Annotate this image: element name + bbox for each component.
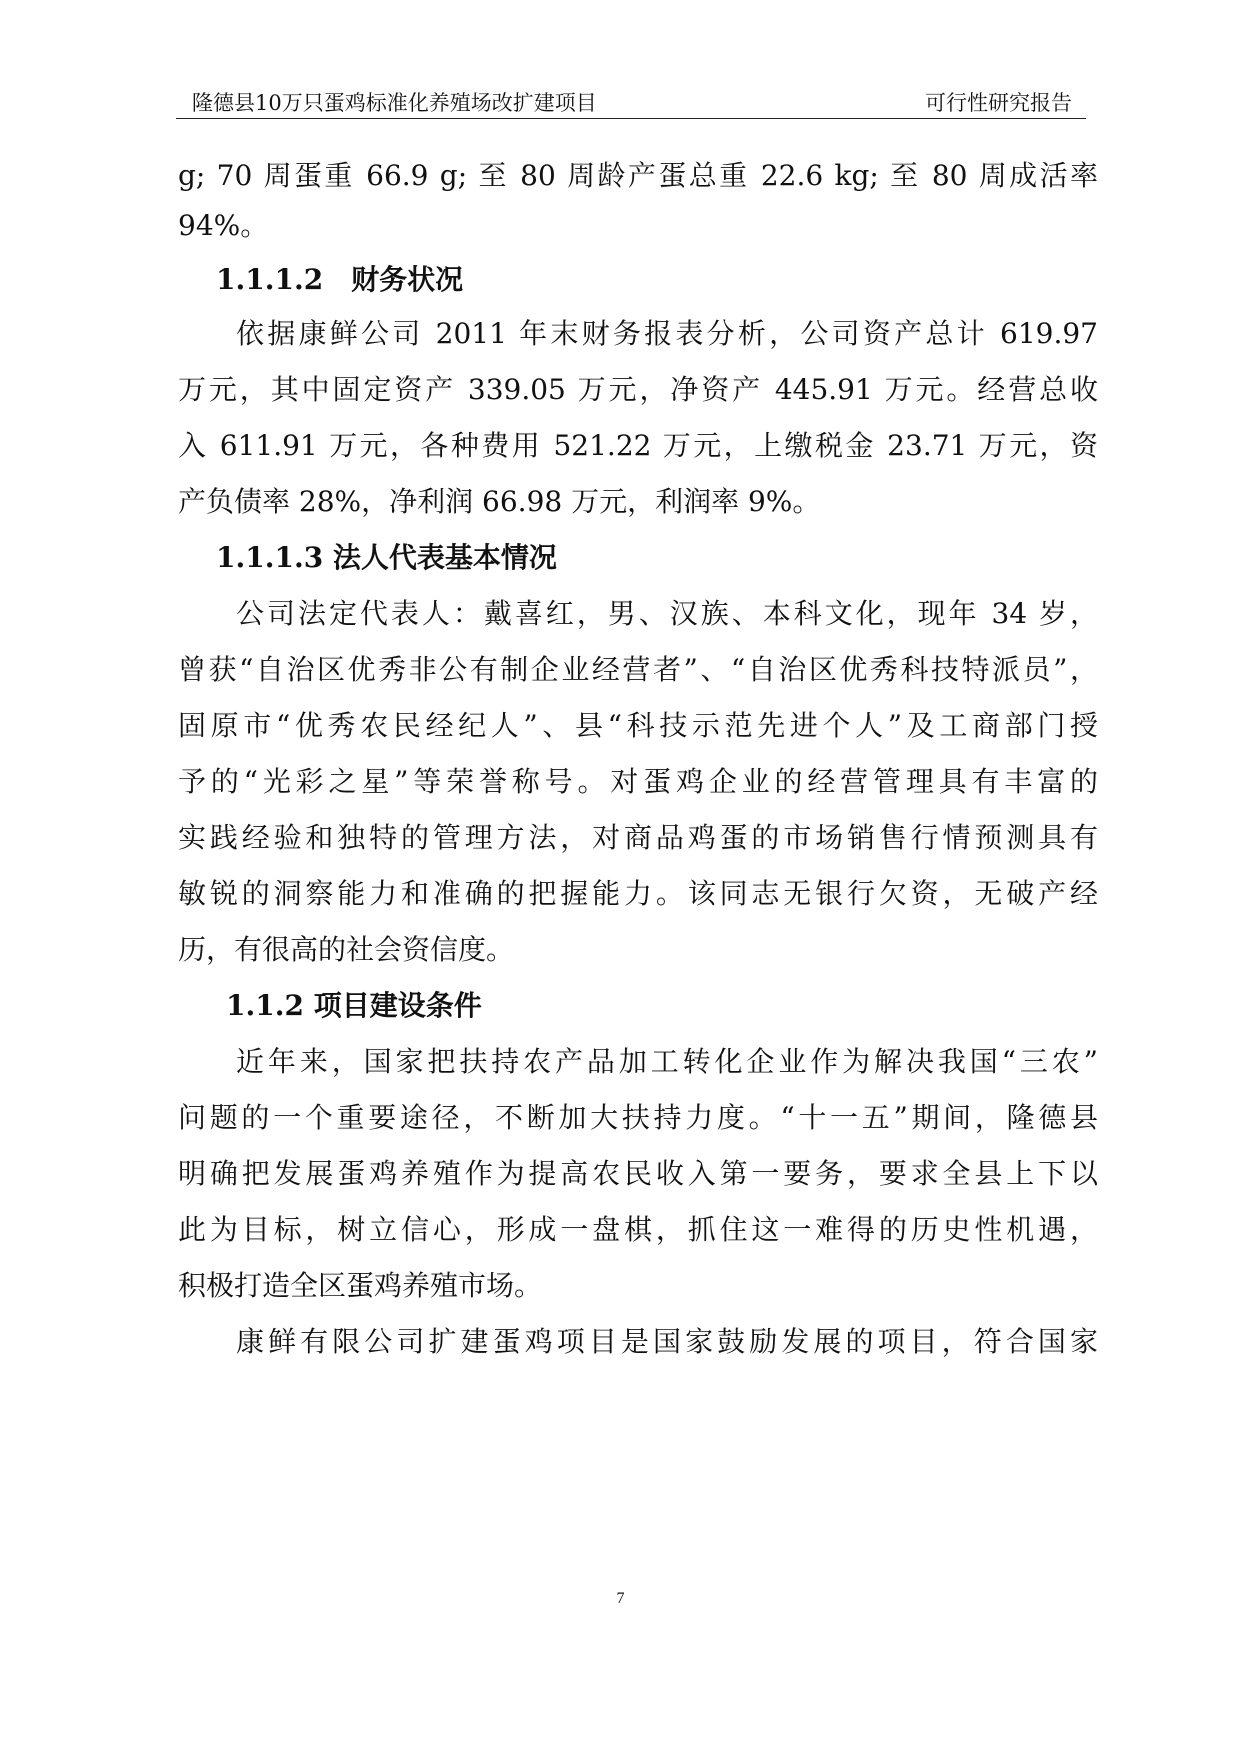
paragraph-line: 94%。 (178, 209, 269, 242)
paragraph-line: 历，有很高的社会资信度。 (178, 933, 515, 966)
paragraph-line: g; 70 周蛋重 66.9 g; 至 80 周龄产蛋总重 22.6 kg; 至 80 周成活率 (178, 159, 1098, 192)
paragraph-line: 公司法定代表人：戴喜红，男、汉族、本科文化，现年 34 岁， (236, 597, 1098, 630)
section-heading: 1.1.1.3 法人代表基本情况 (216, 541, 557, 574)
paragraph-line: 实践经验和独特的管理方法，对商品鸡蛋的市场销售行情预测具有 (178, 821, 1098, 854)
paragraph-line: 此为目标，树立信心，形成一盘棋，抓住这一难得的历史性机遇， (178, 1213, 1098, 1246)
paragraph-line: 康鲜有限公司扩建蛋鸡项目是国家鼓励发展的项目，符合国家 (236, 1325, 1098, 1358)
paragraph-line: 入 611.91 万元，各种费用 521.22 万元，上缴税金 23.71 万元，资 (178, 429, 1098, 462)
section-heading: 1.1.2 项目建设条件 (226, 989, 482, 1022)
paragraph-line: 积极打造全区蛋鸡养殖市场。 (178, 1269, 543, 1302)
paragraph-line: 予的“光彩之星”等荣誉称号。对蛋鸡企业的经营管理具有丰富的 (178, 765, 1098, 798)
paragraph-line: 产负债率 28%，净利润 66.98 万元，利润率 9%。 (178, 485, 821, 518)
page-number: 7 (616, 1590, 625, 1607)
paragraph-line: 固原市“优秀农民经纪人”、县“科技示范先进个人”及工商部门授 (178, 709, 1098, 742)
paragraph-line: 曾获“自治区优秀非公有制企业经营者”、“自治区优秀科技特派员”， (178, 653, 1098, 686)
paragraph-line: 依据康鲜公司 2011 年末财务报表分析，公司资产总计 619.97 (236, 317, 1098, 350)
paragraph-line: 近年来，国家把扶持农产品加工转化企业作为解决我国“三农” (236, 1045, 1098, 1078)
section-heading: 1.1.1.2 财务状况 (216, 263, 464, 296)
page-header (176, 88, 1086, 119)
header-project-title: 隆德县10万只蛋鸡标准化养殖场改扩建项目 (192, 91, 597, 115)
header-report-type: 可行性研究报告 (925, 91, 1072, 115)
paragraph-line: 万元，其中固定资产 339.05 万元，净资产 445.91 万元。经营总收 (178, 373, 1098, 406)
paragraph-line: 敏锐的洞察能力和准确的把握能力。该同志无银行欠资，无破产经 (178, 877, 1098, 910)
paragraph-line: 问题的一个重要途径，不断加大扶持力度。“十一五”期间，隆德县 (178, 1101, 1098, 1134)
paragraph-line: 明确把发展蛋鸡养殖作为提高农民收入第一要务，要求全县上下以 (178, 1157, 1098, 1190)
